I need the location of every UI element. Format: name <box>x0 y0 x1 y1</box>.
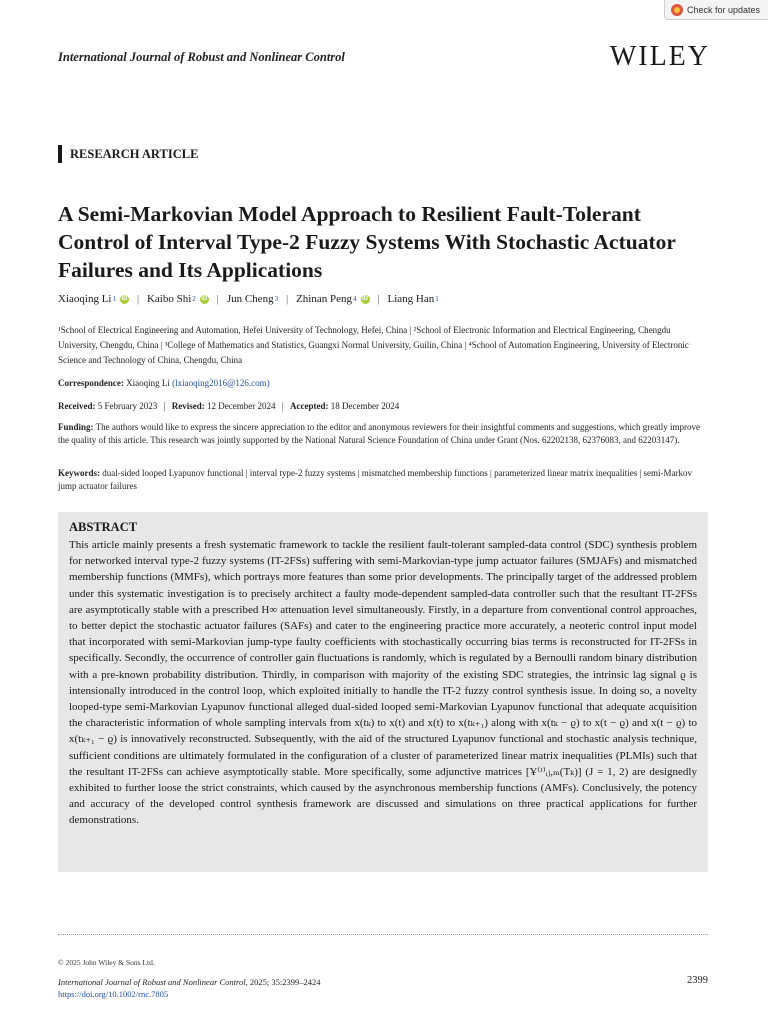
keywords-text: dual-sided looped Lyapunov functional | interval type-2 fuzzy systems | mismatched membership functions | parameterized linear matrix inequalities | semi-Markov jump actuator failures <box>58 468 693 491</box>
author-name: Jun Cheng <box>226 293 274 305</box>
author-affiliation-marker: 3 <box>274 295 279 303</box>
article-title: A Semi-Markovian Model Approach to Resilient Fault-Tolerant Control of Interval Type-2 Fuzzy Systems With Stochastic Actuator Failures and Its Applications <box>58 202 676 282</box>
revised-label: Revised: <box>171 401 205 411</box>
received-label: Received: <box>58 401 96 411</box>
author-separator: | <box>136 293 139 305</box>
author[interactable] <box>296 293 369 305</box>
footer-divider <box>58 934 708 935</box>
article-type: RESEARCH ARTICLE <box>58 145 198 163</box>
orcid-icon[interactable]: iD <box>121 295 128 302</box>
author-affiliation-marker: 1 <box>112 295 116 303</box>
journal-name: International Journal of Robust and Nonlinear Control <box>58 49 345 64</box>
received-date: 5 February 2023 <box>97 401 158 411</box>
check-for-updates-label: Check for updates <box>687 4 761 15</box>
funding-label: Funding: <box>58 422 94 432</box>
doi-link[interactable]: https://doi.org/10.1002/rnc.7805 <box>58 989 169 999</box>
accepted-date: 18 December 2024 <box>330 401 400 411</box>
author[interactable] <box>58 293 129 305</box>
orcid-icon[interactable]: iD <box>362 295 368 302</box>
wiley-logo: WILEY <box>609 41 710 72</box>
funding <box>58 421 708 447</box>
abstract-box <box>58 512 708 872</box>
correspondence <box>58 377 708 390</box>
author-name: Liang Han <box>387 293 435 305</box>
article-dates: Received: 5 February 2023 | Revised: 12 December 2024 | Accepted: 18 December 2024 <box>58 401 400 412</box>
correspondence-name: Xiaoqing Li <box>126 378 170 388</box>
author[interactable] <box>147 293 209 305</box>
author[interactable] <box>388 293 439 305</box>
copyright: © 2025 John Wiley & Sons Ltd. <box>58 958 155 967</box>
author-affiliation-marker: 1 <box>435 295 439 303</box>
correspondence-label: Correspondence: <box>58 378 124 388</box>
orcid-icon[interactable]: iD <box>201 295 208 302</box>
funding-text: The authors would like to express the sincere appreciation to the editor and anonymous reviewers for their insightful comments and suggestions, which greatly improve the quality of this article. This research was jointly supported by the National Natural Science Foundation of China under Grant (Nos. 62202138, 62376083, and 62203147). <box>58 422 700 445</box>
author[interactable] <box>227 293 278 305</box>
crossmark-icon <box>671 4 683 16</box>
author-affiliation-marker: 2 <box>192 295 196 303</box>
accepted-label: Accepted: <box>290 401 329 411</box>
journal-header <box>58 42 710 72</box>
author-separator: | <box>216 293 219 305</box>
check-for-updates-button[interactable] <box>664 0 768 20</box>
author-separator: | <box>286 293 289 305</box>
keywords-label: Keywords: <box>58 468 100 478</box>
citation-volume: , 2025; 35:2399–2424 <box>245 977 321 987</box>
author-separator: | <box>377 293 380 305</box>
author-name: Xiaoqing Li <box>58 293 112 305</box>
footer-citation <box>58 976 321 1000</box>
author-name: Zhinan Peng <box>296 293 352 305</box>
abstract-heading: ABSTRACT <box>69 520 138 534</box>
abstract-text: This article mainly presents a fresh systematic framework to tackle the resilient fault-tolerant sampled-data control (SDC) synthesis problem for networked interval type-2 fuzzy systems (IT-2FSs) suffering with semi-Markovian-type jump actuator failures (SMJAFs) and mismatched membership functions (MMFs), which portrays more features than some prior developments. The principally target of the addressed problem under this systematic investigation is to precisely architect a faulty mode-dependent sampled-data controller such that the resultant IT-2FSs are asymptotically stable with a prescribed H∞ attenuation level simultaneously. Firstly, in a departure from conventional control approaches, to better depict the stochastic actuator failures (SAFs) and cater to the engineering practice more accurately, a neoteric control input model that incorporated with semi-Markovian jump-type faulty coefficients with stochastically occurring bias terms is reconstructed for IT-2FSs in specifically. Secondly, the occurrence of controller gain fluctuations is randomly, which is regulated by a Bernoulli random binary distribution with a pre-known probability distribution. Thirdly, in comparison with majority of the existing SDC strategies, the intrinsic lag signal ϱ is intensionally introduced in the control loop, which exploited initially to handle the IT-2 fuzzy control synthesis issue. In doing so, a novelty looped-type semi-Markovian Lyapunov functional alleged dual-sided looped semi-Markovian Lyapunov functional that adequate acquisition the characteristic information of whole sampling intervals from x(tₖ) to x(t) and x(t) to x(tₖ₊₁) along with x(tₖ − ϱ) to x(t − ϱ) and x(t − ϱ) to x(tₖ₊₁ − ϱ) is innovatively reconstructed. Subsequently, with the aid of the structured Lyapunov functional and stochastic analysis technique, sufficient conditions are ultimately formulated in the configuration of a cluster of parameterized linear matrix inequalities (PLMIs) such that the resultant IT-2FSs can achieve asymptotically stable. More specifically, some adjunctive matrices [Ұ⁽ᴶ⁾ᵢⱼ,ₘ(Tₖ)] (J = 1, 2) are designedly exhibited to further loose the strict constraints, which caused by the asynchronous membership functions (AMFs). Conclusively, the potency and accuracy of the developed control synthesis framework are discussed and simulations on three practical applications for further demonstrations. <box>69 539 697 827</box>
author-affiliation-marker: 4 <box>353 295 357 303</box>
correspondence-email[interactable]: (lxiaoqing2016@126.com) <box>172 378 270 388</box>
author-list <box>58 293 708 305</box>
revised-date: 12 December 2024 <box>207 401 276 411</box>
citation-journal: International Journal of Robust and Nonlinear Control <box>58 977 246 987</box>
author-name: Kaibo Shi <box>146 293 192 305</box>
keywords <box>58 467 708 493</box>
affiliations: ¹School of Electrical Engineering and Automation, Hefei University of Technology, Hefei, China | ²School of Electronic Information and Electrical Engineering, Chengdu University, Chengdu, China | ³College of Mathematics and Statistics, Guangxi Normal University, Guilin, China | ⁴School of Automation Engineering, University of Electronic Science and Technology of China, Chengdu, China <box>58 325 689 365</box>
page-number: 2399 <box>687 975 708 986</box>
